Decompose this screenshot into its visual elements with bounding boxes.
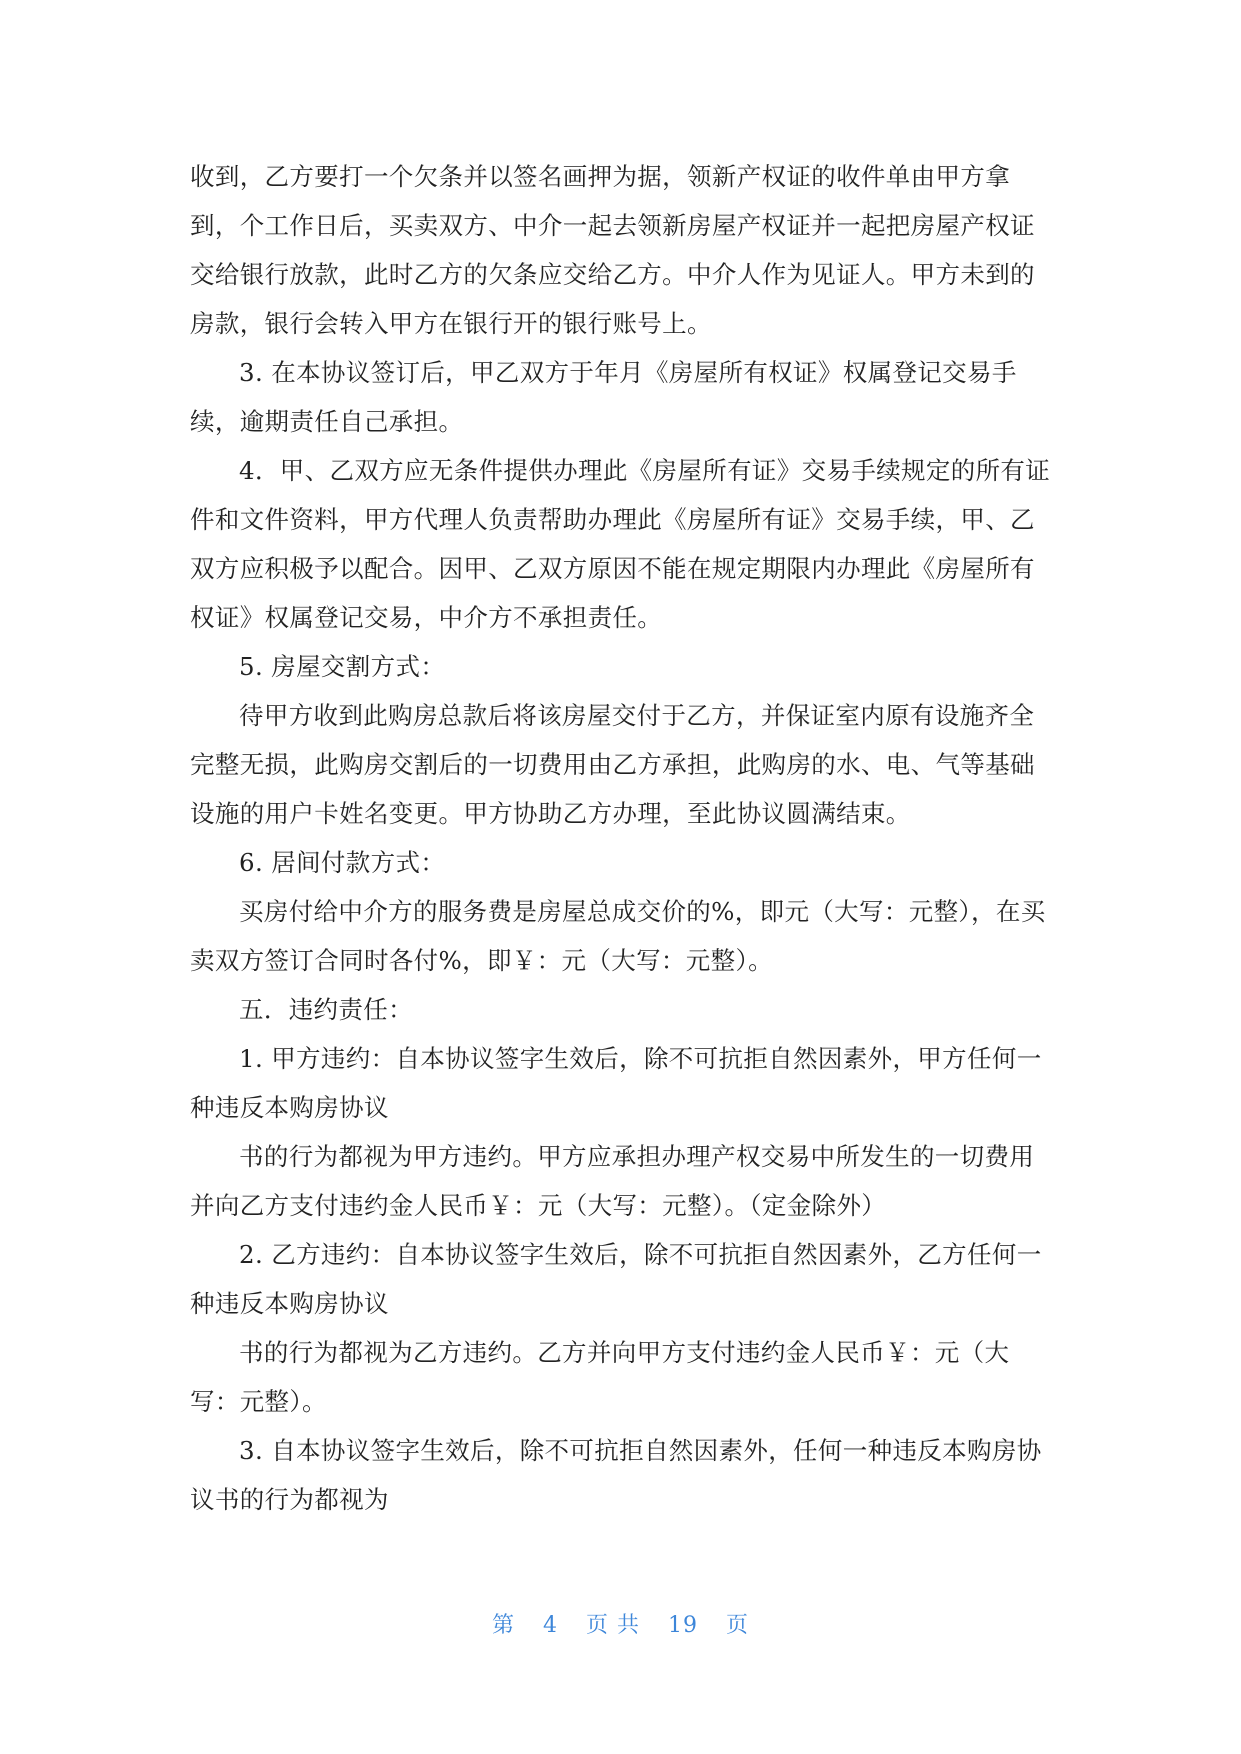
section-heading: 6. 居间付款方式： <box>239 848 446 877</box>
text-line: 4．甲、乙双方应无条件提供办理此《房屋所有证》交易手续规定的所有证 <box>239 456 1051 485</box>
text-line: 房款，银行会转入甲方在银行开的银行账号上。 <box>190 309 712 338</box>
text-line: 3. 自本协议签字生效后，除不可抗拒自然因素外，任何一种违反本购房协 <box>239 1436 1042 1465</box>
text-line: 并向乙方支付违约金人民币￥：元（大写：元整）。（定金除外） <box>190 1191 887 1220</box>
current-page-number: 4 <box>543 1613 558 1638</box>
page-footer <box>0 1608 1241 1639</box>
text-line: 件和文件资料，甲方代理人负责帮助办理此《房屋所有证》交易手续，甲、乙 <box>190 505 1035 534</box>
text-line: 续，逾期责任自己承担。 <box>190 407 464 436</box>
text-line: 种违反本购房协议 <box>190 1093 389 1122</box>
section-heading: 5. 房屋交割方式： <box>239 652 446 681</box>
text-line: 种违反本购房协议 <box>190 1289 389 1318</box>
footer-prefix: 第 <box>491 1613 515 1638</box>
text-line: 书的行为都视为乙方违约。乙方并向甲方支付违约金人民币￥：元（大 <box>239 1338 1010 1367</box>
text-line: 卖双方签订合同时各付%，即￥：元（大写：元整）。 <box>190 946 773 975</box>
text-line: 权证》权属登记交易，中介方不承担责任。 <box>190 603 663 632</box>
text-line: 收到，乙方要打一个欠条并以签名画押为据，领新产权证的收件单由甲方拿 <box>190 162 1011 191</box>
text-line: 完整无损，此购房交割后的一切费用由乙方承担，此购房的水、电、气等基础 <box>190 750 1035 779</box>
text-line: 2. 乙方违约：自本协议签字生效后，除不可抗拒自然因素外，乙方任何一 <box>239 1240 1042 1269</box>
text-line: 写：元整）。 <box>190 1387 327 1416</box>
section-heading: 五．违约责任： <box>239 995 413 1024</box>
text-line: 1. 甲方违约：自本协议签字生效后，除不可抗拒自然因素外，甲方任何一 <box>239 1044 1042 1073</box>
text-line: 到，个工作日后，买卖双方、中介一起去领新房屋产权证并一起把房屋产权证 <box>190 211 1035 240</box>
text-line: 买房付给中介方的服务费是房屋总成交价的%，即元（大写：元整），在买 <box>239 897 1046 926</box>
text-line: 3. 在本协议签订后，甲乙双方于年月《房屋所有权证》权属登记交易手 <box>239 358 1017 387</box>
text-line: 议书的行为都视为 <box>190 1485 389 1514</box>
text-line: 交给银行放款，此时乙方的欠条应交给乙方。中介人作为见证人。甲方未到的 <box>190 260 1035 289</box>
text-line: 书的行为都视为甲方违约。甲方应承担办理产权交易中所发生的一切费用 <box>239 1142 1035 1171</box>
total-page-number: 19 <box>668 1613 698 1638</box>
text-line: 待甲方收到此购房总款后将该房屋交付于乙方，并保证室内原有设施齐全 <box>239 701 1035 730</box>
footer-suffix: 页 <box>726 1613 750 1638</box>
footer-middle: 页 共 <box>586 1613 640 1638</box>
text-line: 双方应积极予以配合。因甲、乙双方原因不能在规定期限内办理此《房屋所有 <box>190 554 1035 583</box>
text-line: 设施的用户卡姓名变更。甲方协助乙方办理，至此协议圆满结束。 <box>190 799 911 828</box>
document-body <box>190 152 1060 1524</box>
